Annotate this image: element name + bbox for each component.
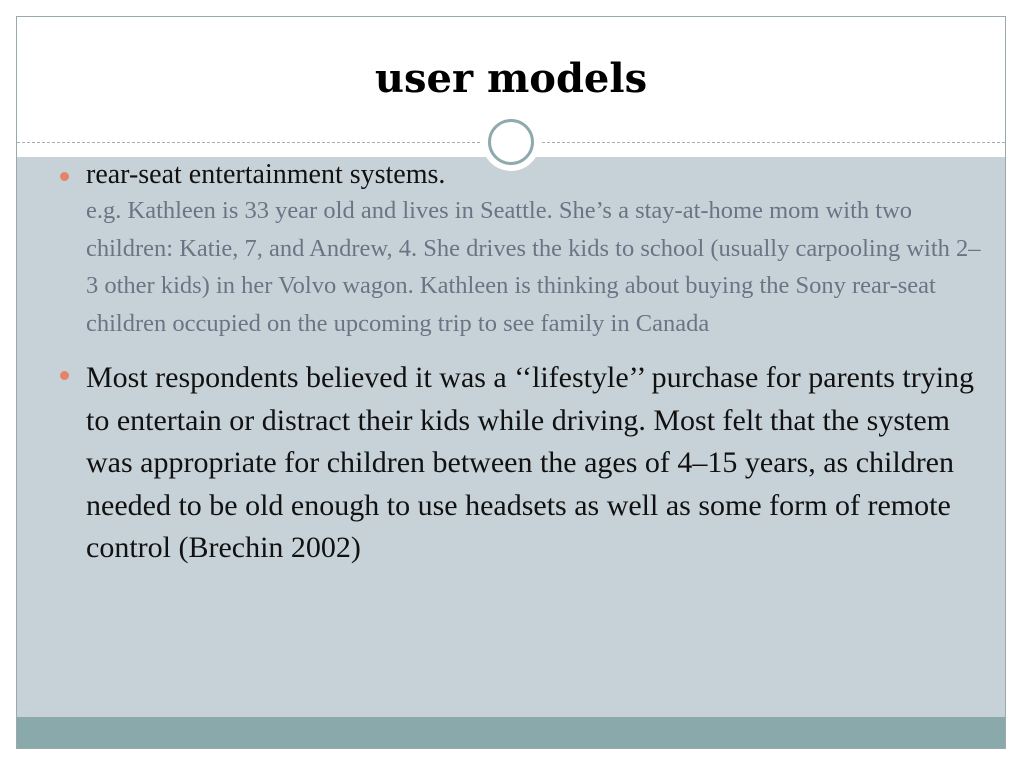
slide-title: user models — [374, 55, 648, 102]
footer-bar — [17, 717, 1005, 749]
bullet-dot-icon — [60, 371, 69, 380]
ornament-ring — [488, 119, 534, 165]
bullet-dot-icon — [60, 172, 69, 181]
bullet-example-text: e.g. Kathleen is 33 year old and lives in Seattle. She’s a stay-at-home mom with two children: Katie, 7, and Andrew, 4. She drives the kids to school (usually carpooling with 2–3 other kids) in her Volvo wagon. Kathleen is thinking about buying the Sony rear-seat children occupied on the upcoming trip to see family in Canada — [86, 197, 981, 337]
bullet-main-text: Most respondents believed it was a ‘‘lifestyle’’ purchase for parents trying to entertain or distract their kids while driving. Most felt that the system was appropriate for children between the ages of 4–15 years, as children needed to be old enough to use headsets as well as some form of remote control (Brechin 2002) — [86, 361, 975, 565]
bullet-list — [60, 158, 988, 570]
bullet-item — [60, 357, 988, 570]
circle-ring-icon — [482, 113, 540, 171]
bullet-item — [60, 158, 988, 342]
bullet-main-text: rear-seat entertainment systems. — [86, 159, 446, 190]
